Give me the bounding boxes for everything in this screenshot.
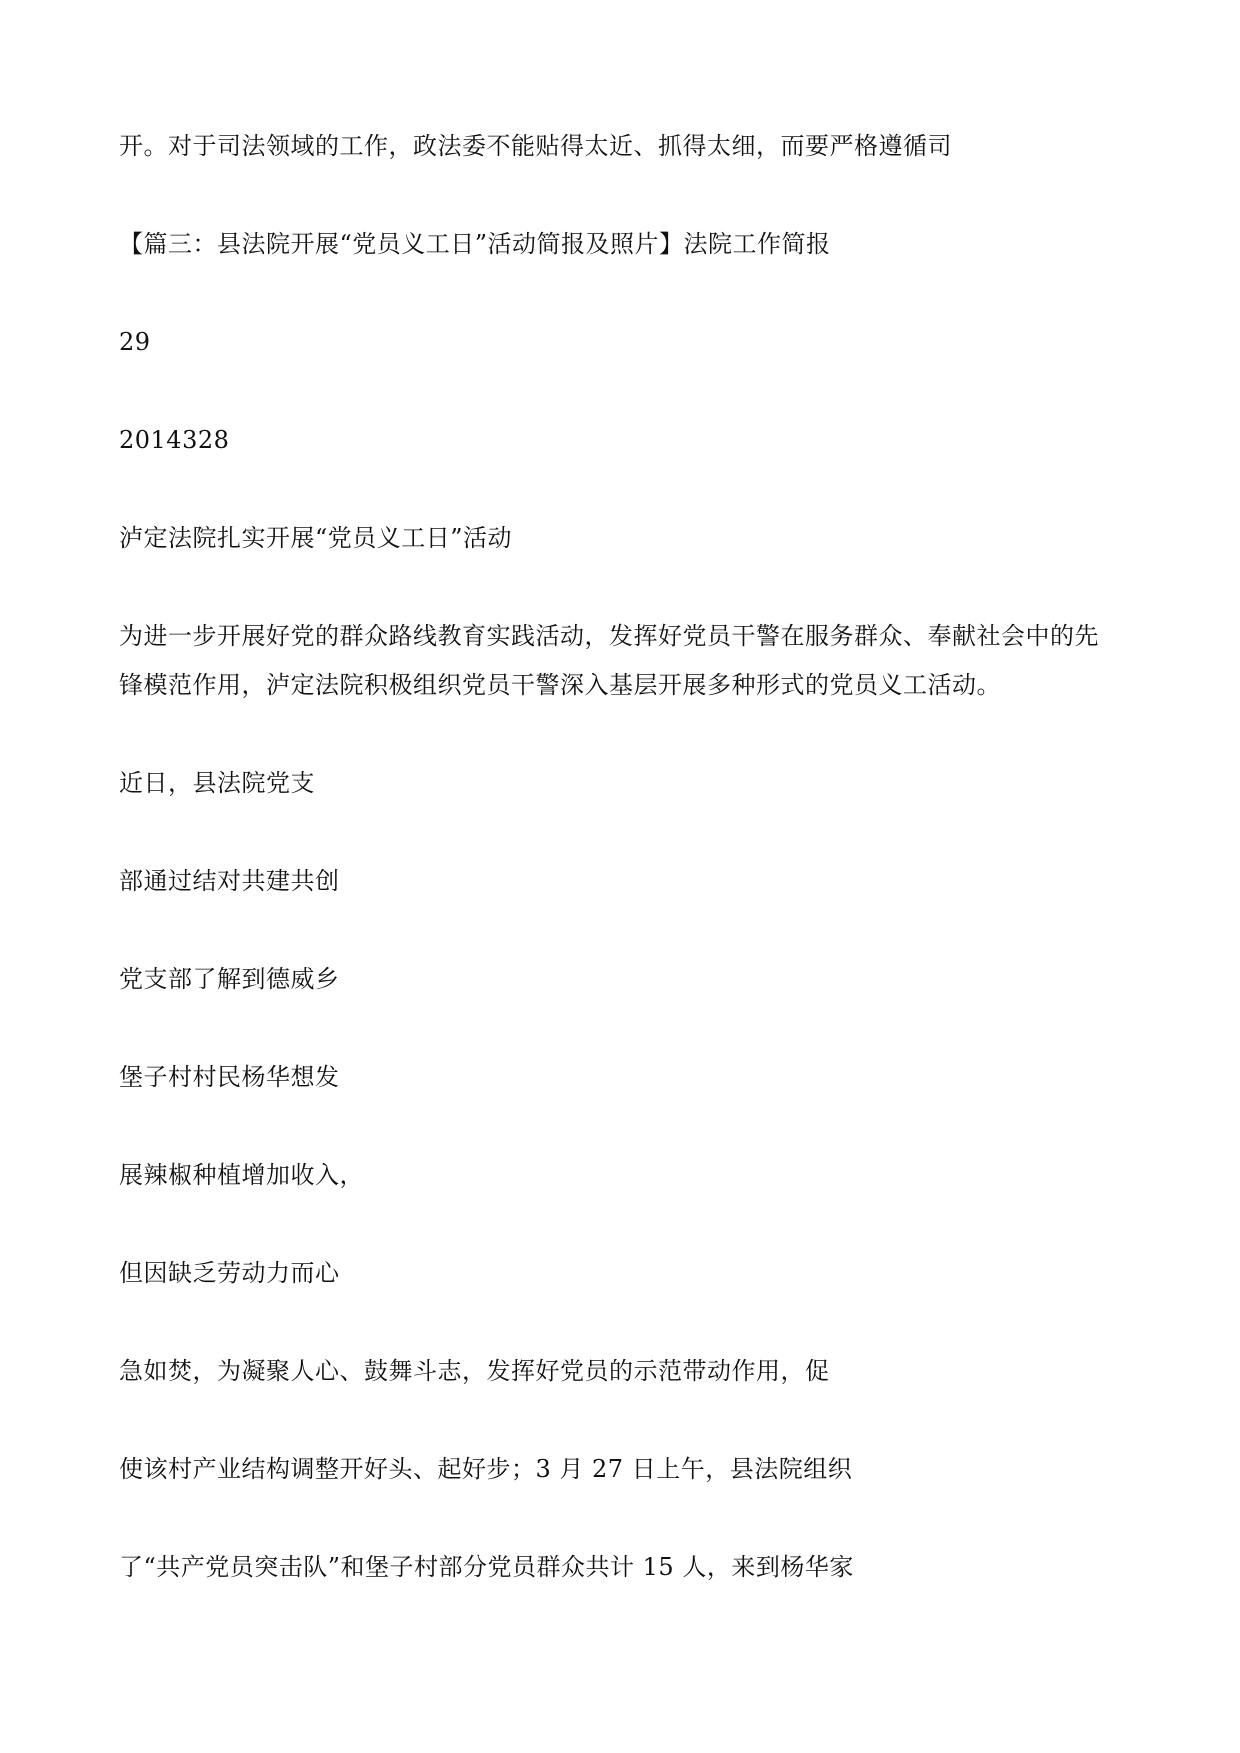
issue-date: 2014328 <box>119 426 230 454</box>
body-text-line: 使该村产业结构调整开好头、起好步；3 月 27 日上午，县法院组织 <box>119 1455 853 1483</box>
body-text-line: 为进一步开展好党的群众路线教育实践活动，发挥好党员干警在服务群众、奉献社会中的先 <box>119 622 1099 650</box>
body-text-line: 展辣椒种植增加收入， <box>119 1161 364 1189</box>
body-text-line: 党支部了解到德威乡 <box>119 965 340 993</box>
section-heading: 【篇三：县法院开展“党员义工日”活动简报及照片】法院工作简报 <box>119 230 831 258</box>
issue-number: 29 <box>119 328 151 356</box>
body-text-line: 锋模范作用，泸定法院积极组织党员干警深入基层开展多种形式的党员义工活动。 <box>119 671 1001 699</box>
article-title: 泸定法院扎实开展“党员义工日”活动 <box>119 524 513 552</box>
body-text-line: 急如焚，为凝聚人心、鼓舞斗志，发挥好党员的示范带动作用，促 <box>119 1357 830 1385</box>
body-text-line: 了“共产党员突击队”和堡子村部分党员群众共计 15 人，来到杨华家 <box>119 1553 854 1581</box>
body-text-line: 堡子村村民杨华想发 <box>119 1063 340 1091</box>
body-text-line: 开。对于司法领域的工作，政法委不能贴得太近、抓得太细，而要严格遵循司 <box>119 132 952 160</box>
body-text-line: 部通过结对共建共创 <box>119 867 340 895</box>
body-text-line: 但因缺乏劳动力而心 <box>119 1259 340 1287</box>
body-text-line: 近日，县法院党支 <box>119 769 315 797</box>
